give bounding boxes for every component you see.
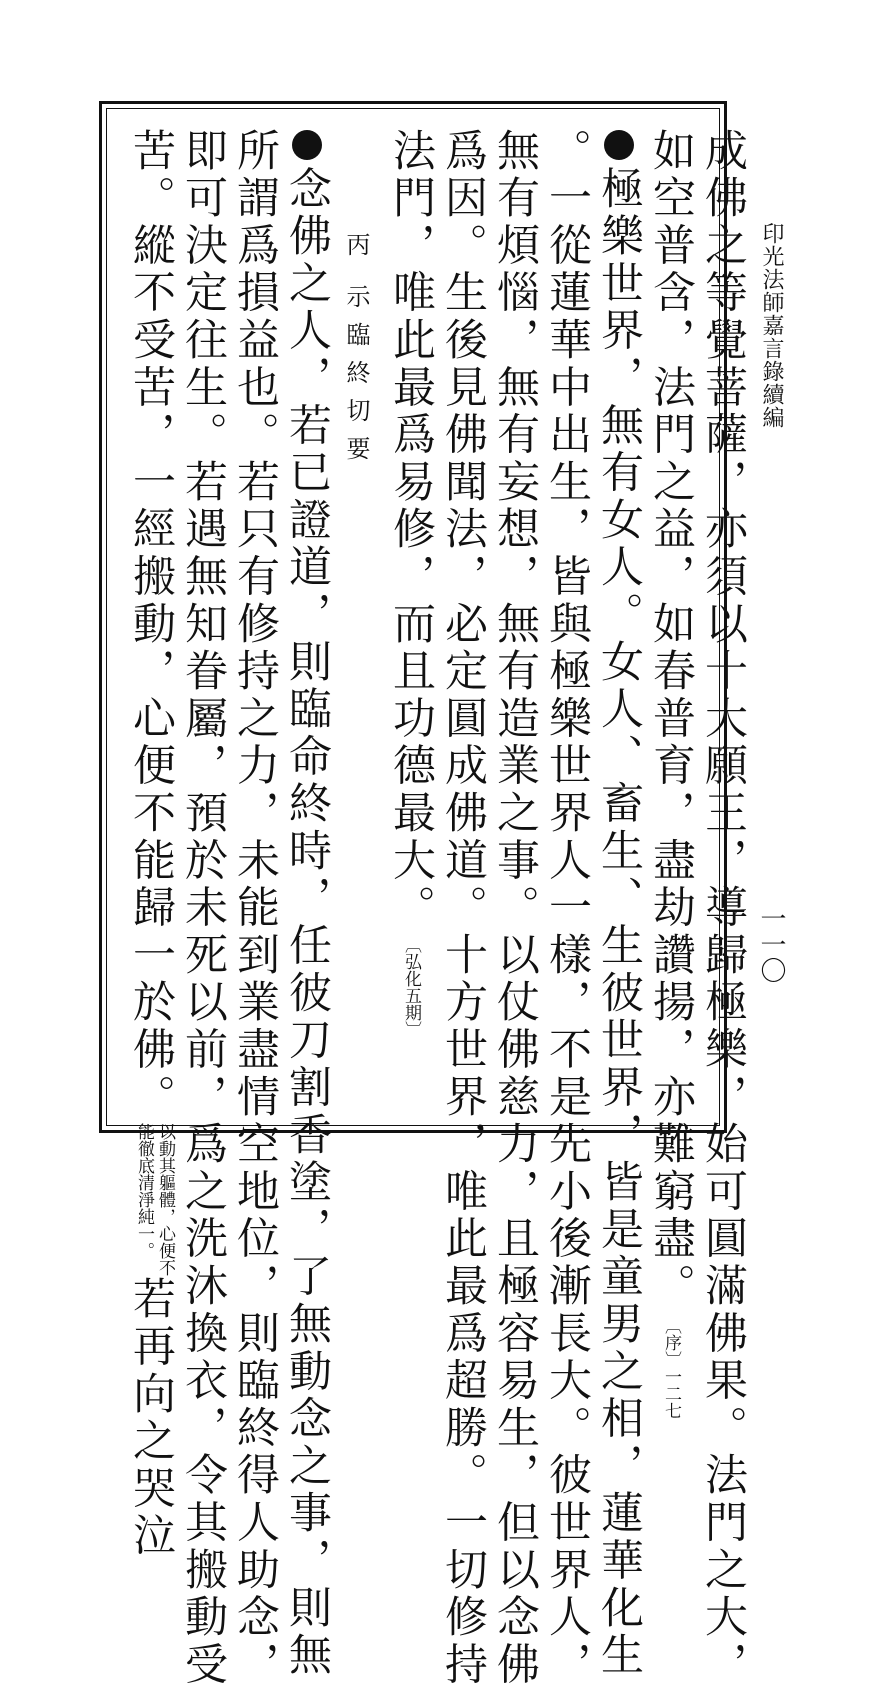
text-column-6	[440, 128, 486, 1689]
bullet-icon	[292, 130, 322, 160]
source-note: 〔弘化五期〕	[401, 936, 421, 1039]
column-text: 。一從蓮華中出生，皆與極樂世界人一樣，不是先小後漸長大。彼世界人，	[542, 128, 592, 1689]
column-text: 如空普含，法門之益，如春普育，盡劫讚揚，亦難窮盡。	[646, 128, 696, 1311]
book-title: 印光法師嘉言錄續編	[759, 222, 784, 429]
column-text: 即可決定往生。若遇無知眷屬，預於未死以前，爲之洗沐換衣，令其搬動受	[178, 128, 228, 1689]
section-heading	[343, 232, 369, 474]
page-number: 一一〇	[756, 905, 786, 983]
column-text: 所謂爲損益也。若只有修持之力，未能到業盡情空地位，則臨終得人助念，	[230, 128, 280, 1689]
inline-note	[134, 1121, 174, 1276]
inline-note-line: 能徹底清淨純一。	[134, 1123, 154, 1260]
column-text: 成佛之等覺菩薩，亦須以十大願王，導歸極樂，始可圓滿佛果。法門之大，	[698, 128, 748, 1689]
text-column-11	[128, 128, 174, 1560]
text-column-4	[544, 128, 590, 1689]
section-title: 示臨終切要	[342, 284, 370, 474]
text-column-1	[700, 128, 746, 1689]
text-column-3	[596, 126, 642, 1680]
text-column-9	[232, 128, 278, 1689]
text-column-2	[648, 128, 694, 1419]
column-text: 念佛之人，若已證道，則臨命終時，任彼刀割香塗，了無動念之事，則無	[282, 166, 332, 1680]
text-column-8	[284, 126, 330, 1680]
column-text: 無有煩惱，無有妄想，無有造業之事。以仗佛慈力，且極容易生，但以念佛	[490, 128, 540, 1689]
column-text: 法門，唯此最爲易修，而且功德最大。	[386, 128, 436, 933]
bullet-icon	[604, 130, 634, 160]
column-text-tail: 若再向之哭泣	[126, 1276, 176, 1561]
column-text: 爲因。生後見佛聞法，必定圓成佛道。十方世界，唯此最爲超勝。一切修持	[438, 128, 488, 1689]
section-label: 丙	[342, 232, 370, 270]
text-column-7	[388, 128, 434, 1038]
column-text: 苦。縱不受苦，一經搬動，心便不能歸一於佛。	[126, 128, 176, 1122]
source-note: 〔序〕一二七	[661, 1316, 681, 1419]
column-text: 極樂世界，無有女人。女人、畜生、生彼世界，皆是童男之相，蓮華化生	[594, 166, 644, 1680]
text-column-5	[492, 128, 538, 1689]
text-column-10	[180, 128, 226, 1689]
inline-note-line: 以動其軀體，心便不	[155, 1123, 175, 1277]
